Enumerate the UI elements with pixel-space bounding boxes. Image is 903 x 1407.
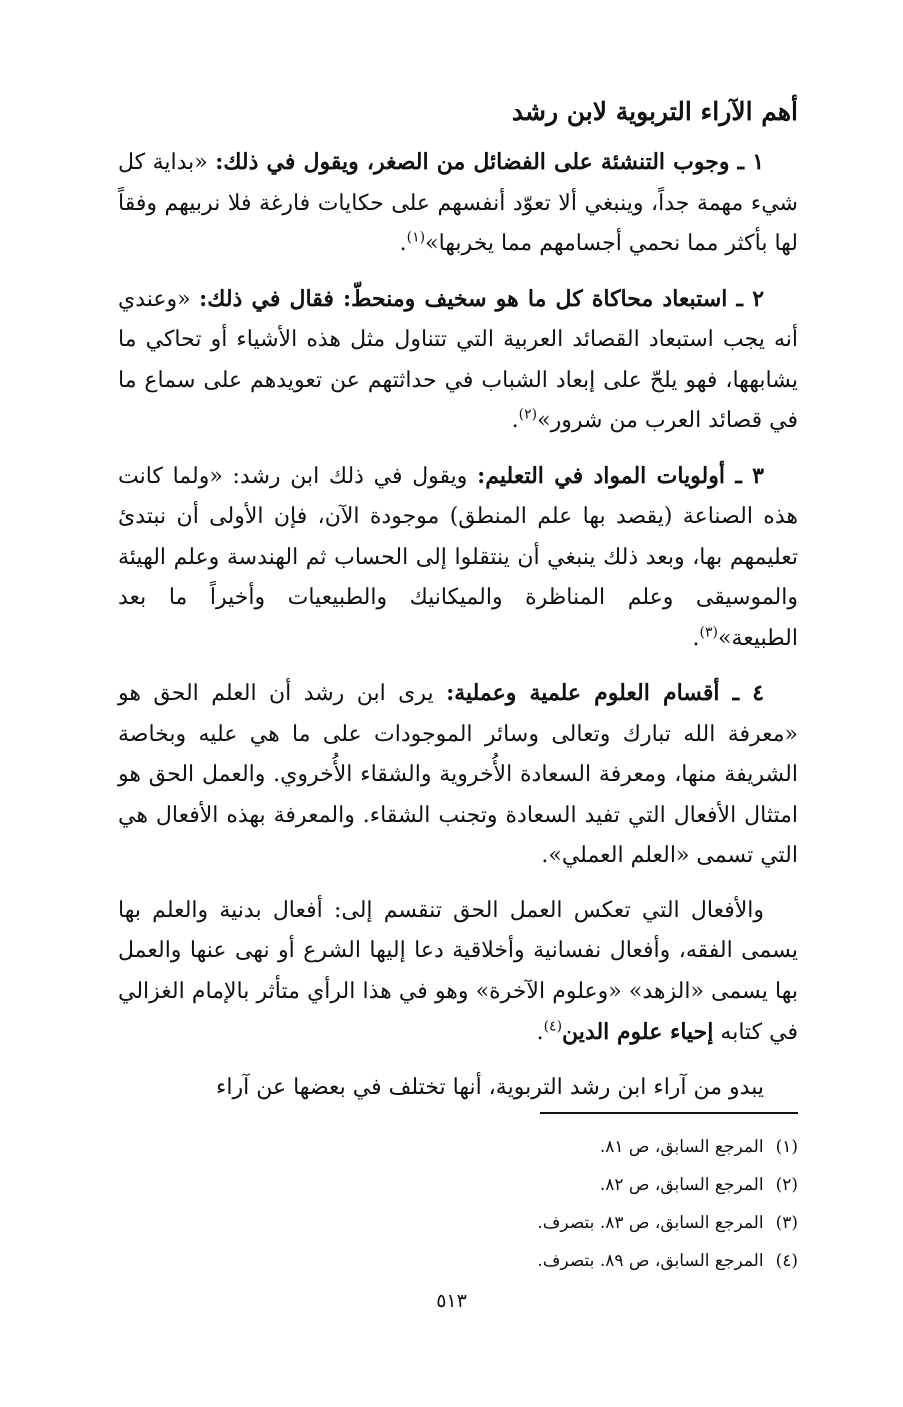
footnote-number: (١) xyxy=(775,1137,798,1157)
paragraph-2 xyxy=(118,279,798,442)
paragraph-text: ويقول في ذلك ابن رشد: «ولما كانت هذه الصناعة (يقصد بها علم المنطق) موجودة الآن، فإن الأولى أن نبتدئ تعليمهم بها، وبعد ذلك ينبغي أن ينتقلوا إلى الحساب ثم الهندسة وعلم الهيئة والموسيقى وعلم المناظرة والميكانيك والطبيعيات وأخيراً ما بعد الطبيعة» xyxy=(118,463,798,651)
footnote-text: المرجع السابق، ص ٨٣. بتصرف. xyxy=(537,1213,764,1233)
paragraph-text: يبدو من آراء ابن رشد التربوية، أنها تختلف في بعضها عن آراء xyxy=(216,1074,764,1100)
paragraph-1 xyxy=(118,142,798,265)
footnote-item xyxy=(380,1242,798,1280)
paragraph-text: «بداية كل شيء مهمة جداً، وينبغي ألا تعوّد أنفسهم على حكايات فارغة فلا نربيهم وفقاً لها بأكثر مما نحمي أجسامهم مما يخربها» xyxy=(118,150,798,256)
paragraph-lead: ١ ـ وجوب التنشئة على الفضائل من الصغر، ويقول في ذلك: xyxy=(215,149,765,175)
paragraph-lead: ٢ ـ استبعاد محاكاة كل ما هو سخيف ومنحطّ: فقال في ذلك: xyxy=(199,285,765,312)
footnote-text: المرجع السابق، ص ٨٢. xyxy=(599,1175,764,1195)
book-title: إحياء علوم الدين xyxy=(562,1019,714,1045)
section-heading: أهم الآراء التربوية لابن رشد xyxy=(511,97,798,126)
paragraph-tail: . xyxy=(399,231,407,256)
footnote-number: (٣) xyxy=(775,1213,798,1233)
footnotes xyxy=(380,1128,798,1280)
footnote-item xyxy=(380,1166,798,1204)
paragraph-lead: ٤ ـ أقسام العلوم علمية وعملية: xyxy=(446,680,765,706)
footnote-ref: (٤) xyxy=(543,1018,563,1035)
footnote-text: المرجع السابق، ص ٨٩. بتصرف. xyxy=(537,1251,764,1271)
paragraph-tail: . xyxy=(536,1020,544,1045)
paragraph-text: يرى ابن رشد أن العلم الحق هو «معرفة الله تبارك وتعالى وسائر الموجودات على ما هي عليه وبخاصة الشريفة منها، ومعرفة السعادة الأُخروية والشقاء الأُخروي. والعمل الحق هو امتثال الأفعال التي تفيد السعادة وتجنب الشقاء. والمعرفة بهذه الأفعال هي التي تسمى «العلم العملي». xyxy=(118,681,798,868)
paragraph-text: والأفعال التي تعكس العمل الحق تنقسم إلى: أفعال بدنية والعلم بها يسمى الفقه، وأفعال نفسانية وأخلاقية دعا إليها الشرع أو نهى عنها والعمل بها يسمى «الزهد» «وعلوم الآخرة» وهو في هذا الرأي متأثر بالإمام الغزالي في كتابه xyxy=(118,897,798,1045)
footnote-number: (٤) xyxy=(775,1251,798,1271)
footnote-ref: (١) xyxy=(406,229,426,246)
paragraph-3 xyxy=(118,456,798,660)
page-number: ٥١٣ xyxy=(436,1290,467,1312)
footnote-item xyxy=(380,1204,798,1242)
paragraph-lead: ٣ ـ أولويات المواد في التعليم: xyxy=(477,462,764,489)
paragraph-tail: . xyxy=(692,625,700,651)
paragraph-text: «وعندي أنه يجب استبعاد القصائد العربية التي تتناول مثل هذه الأشياء أو تحاكي ما يشابهها، فهو يلحّ على إبعاد الشباب في حداثتهم عن تعويدهم على سماع ما في قصائد العرب من شرور» xyxy=(118,286,798,433)
footnote-number: (٢) xyxy=(775,1175,798,1195)
paragraph-5 xyxy=(118,891,798,1054)
footnote-item xyxy=(380,1128,798,1166)
paragraph-4 xyxy=(118,673,798,877)
page-body xyxy=(118,92,798,1122)
paragraph-tail: . xyxy=(511,408,519,433)
footnote-ref: (٣) xyxy=(699,624,718,641)
footnote-ref: (٢) xyxy=(518,406,538,423)
paragraph-6 xyxy=(118,1068,798,1109)
footnote-text: المرجع السابق، ص ٨١. xyxy=(599,1137,764,1157)
footnote-divider xyxy=(540,1112,798,1114)
